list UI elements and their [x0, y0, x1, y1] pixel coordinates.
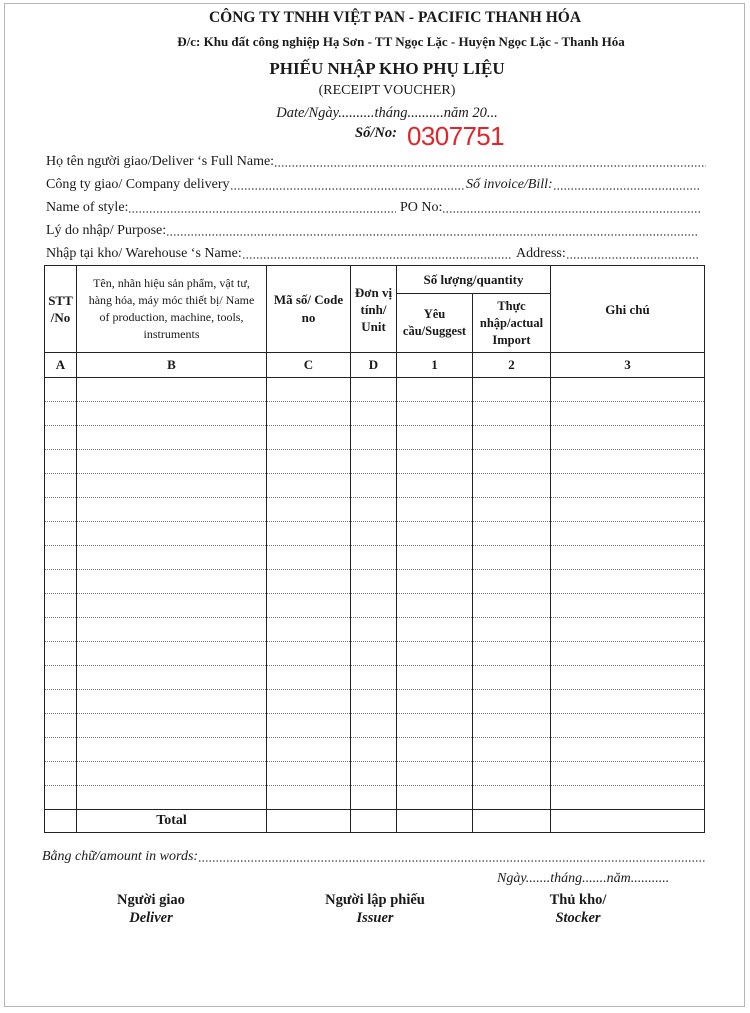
style-name-field: [46, 199, 396, 217]
cell-code: [267, 666, 351, 690]
cell-stt: [45, 786, 77, 810]
table-row: [45, 714, 705, 738]
cell-code: [267, 786, 351, 810]
cell-actual: [473, 450, 551, 474]
cell-code: [267, 738, 351, 762]
column-code: 2: [473, 353, 551, 378]
invoice-label: Số invoice/Bill:: [466, 177, 553, 192]
cell-name: [77, 546, 267, 570]
cell-code: [267, 546, 351, 570]
voucher-subtitle: (RECEIPT VOUCHER): [318, 83, 456, 98]
cell-note: [551, 378, 705, 402]
signature-role-en: Issuer: [356, 910, 394, 926]
total-cell-actual: [473, 810, 551, 833]
amount-in-words-label: Bằng chữ/amount in words:: [42, 849, 199, 864]
table-row: [45, 690, 705, 714]
table-row: [45, 642, 705, 666]
cell-code: [267, 570, 351, 594]
cell-name: [77, 402, 267, 426]
cell-note: [551, 618, 705, 642]
cell-suggest: [397, 594, 473, 618]
cell-note: [551, 786, 705, 810]
address-label: Address:: [516, 246, 566, 261]
voucher-number-label: Số/No:: [355, 125, 397, 141]
cell-stt: [45, 522, 77, 546]
table-row: [45, 426, 705, 450]
cell-note: [551, 522, 705, 546]
cell-unit: [351, 426, 397, 450]
cell-name: [77, 642, 267, 666]
cell-unit: [351, 690, 397, 714]
signature-issuer: [295, 891, 455, 927]
table-row: [45, 618, 705, 642]
warehouse-name-label: Nhập tại kho/ Warehouse ‘s Name:: [46, 246, 242, 261]
table-row: [45, 786, 705, 810]
table-row: [45, 738, 705, 762]
cell-code: [267, 594, 351, 618]
cell-unit: [351, 786, 397, 810]
total-row: [45, 810, 705, 833]
company-delivery-blank: [230, 176, 464, 194]
company-delivery-label: Công ty giao/ Company delivery: [46, 177, 230, 192]
cell-code: [267, 474, 351, 498]
cell-actual: [473, 786, 551, 810]
cell-note: [551, 594, 705, 618]
cell-unit: [351, 378, 397, 402]
cell-suggest: [397, 570, 473, 594]
cell-suggest: [397, 402, 473, 426]
cell-unit: [351, 546, 397, 570]
address-field: [512, 245, 700, 263]
cell-stt: [45, 690, 77, 714]
column-code: A: [45, 353, 77, 378]
warehouse-name-field: [46, 245, 512, 263]
column-code: 1: [397, 353, 473, 378]
cell-suggest: [397, 642, 473, 666]
signature-role-en: Deliver: [129, 910, 173, 926]
table-row: [45, 450, 705, 474]
table-row: [45, 474, 705, 498]
cell-name: [77, 690, 267, 714]
cell-unit: [351, 450, 397, 474]
cell-suggest: [397, 522, 473, 546]
invoice-field: [464, 176, 700, 194]
table-row: [45, 594, 705, 618]
purpose-label: Lý do nhập/ Purpose:: [46, 223, 167, 238]
cell-actual: [473, 474, 551, 498]
cell-note: [551, 450, 705, 474]
cell-actual: [473, 546, 551, 570]
cell-unit: [351, 714, 397, 738]
style-name-blank: [128, 199, 396, 217]
cell-unit: [351, 594, 397, 618]
cell-stt: [45, 498, 77, 522]
cell-code: [267, 498, 351, 522]
cell-note: [551, 666, 705, 690]
purpose-blank: [166, 222, 698, 240]
header-stt: STT /No: [45, 266, 77, 353]
table-row: [45, 498, 705, 522]
amount-in-words-field: [42, 848, 706, 866]
cell-code: [267, 450, 351, 474]
cell-suggest: [397, 450, 473, 474]
cell-name: [77, 594, 267, 618]
cell-suggest: [397, 618, 473, 642]
signature-role: Người giao: [117, 892, 185, 908]
cell-stt: [45, 570, 77, 594]
cell-name: [77, 738, 267, 762]
header-unit: Đơn vị tính/ Unit: [351, 266, 397, 353]
deliver-name-field: [46, 153, 706, 171]
amount-in-words-row: [42, 848, 706, 866]
cell-stt: [45, 378, 77, 402]
header-quantity: Số lượng/quantity: [397, 266, 551, 294]
total-cell-stt: [45, 810, 77, 833]
cell-code: [267, 762, 351, 786]
header-suggest: Yêu cầu/Suggest: [397, 294, 473, 353]
cell-stt: [45, 666, 77, 690]
table-header-row: [45, 266, 705, 294]
table-row: [45, 402, 705, 426]
cell-name: [77, 474, 267, 498]
cell-name: [77, 666, 267, 690]
column-code-row: [45, 353, 705, 378]
cell-actual: [473, 762, 551, 786]
company-delivery-row: [46, 176, 700, 194]
cell-name: [77, 426, 267, 450]
cell-stt: [45, 450, 77, 474]
po-no-blank: [442, 199, 700, 217]
table-row: [45, 570, 705, 594]
total-label: Total: [77, 810, 267, 833]
total-cell-code: [267, 810, 351, 833]
cell-stt: [45, 402, 77, 426]
po-no-label: PO No:: [400, 200, 443, 215]
cell-code: [267, 642, 351, 666]
cell-code: [267, 618, 351, 642]
cell-suggest: [397, 426, 473, 450]
voucher-title: PHIẾU NHẬP KHO PHỤ LIỆU: [269, 59, 505, 78]
cell-actual: [473, 570, 551, 594]
cell-name: [77, 570, 267, 594]
column-code: 3: [551, 353, 705, 378]
total-cell-suggest: [397, 810, 473, 833]
cell-code: [267, 426, 351, 450]
header-note: Ghi chú: [551, 266, 705, 353]
cell-note: [551, 570, 705, 594]
cell-code: [267, 690, 351, 714]
cell-note: [551, 402, 705, 426]
cell-unit: [351, 570, 397, 594]
cell-unit: [351, 618, 397, 642]
cell-stt: [45, 546, 77, 570]
company-address: Đ/c: Khu đất công nghiệp Hạ Sơn - TT Ngọc Lặc - Huyện Ngọc Lặc - Thanh Hóa: [177, 34, 625, 49]
signature-deliver: [71, 891, 231, 927]
table-row: [45, 522, 705, 546]
warehouse-name-blank: [242, 245, 512, 263]
cell-suggest: [397, 474, 473, 498]
header-actual-import: Thực nhập/actual Import: [473, 294, 551, 353]
cell-unit: [351, 522, 397, 546]
cell-stt: [45, 618, 77, 642]
cell-unit: [351, 642, 397, 666]
header-code: Mã số/ Code no: [267, 266, 351, 353]
cell-actual: [473, 498, 551, 522]
warehouse-row: [46, 245, 700, 263]
cell-stt: [45, 714, 77, 738]
cell-name: [77, 498, 267, 522]
cell-name: [77, 618, 267, 642]
cell-unit: [351, 402, 397, 426]
cell-note: [551, 762, 705, 786]
cell-unit: [351, 762, 397, 786]
table-row: [45, 666, 705, 690]
voucher-number: 0307751: [407, 121, 505, 151]
cell-stt: [45, 594, 77, 618]
cell-suggest: [397, 666, 473, 690]
cell-actual: [473, 426, 551, 450]
cell-actual: [473, 618, 551, 642]
style-name-label: Name of style:: [46, 200, 129, 215]
header-product-name: Tên, nhãn hiệu sản phẩm, vật tư, hàng hóa, máy móc thiết bị/ Name of production, machine, tools, instruments: [77, 266, 267, 353]
cell-name: [77, 378, 267, 402]
table-row: [45, 546, 705, 570]
total-cell-unit: [351, 810, 397, 833]
cell-actual: [473, 378, 551, 402]
cell-actual: [473, 714, 551, 738]
cell-name: [77, 522, 267, 546]
cell-name: [77, 450, 267, 474]
deliver-name-blank: [274, 153, 706, 171]
cell-name: [77, 786, 267, 810]
cell-suggest: [397, 378, 473, 402]
cell-actual: [473, 666, 551, 690]
goods-table: [44, 265, 705, 833]
cell-suggest: [397, 498, 473, 522]
cell-actual: [473, 690, 551, 714]
cell-suggest: [397, 786, 473, 810]
cell-name: [77, 714, 267, 738]
cell-actual: [473, 522, 551, 546]
deliver-name-label: Họ tên người giao/Deliver ‘s Full Name:: [46, 154, 275, 169]
signature-role-en: Stocker: [555, 910, 601, 926]
po-no-field: [396, 199, 700, 217]
cell-note: [551, 426, 705, 450]
cell-code: [267, 402, 351, 426]
cell-actual: [473, 594, 551, 618]
cell-note: [551, 474, 705, 498]
cell-stt: [45, 738, 77, 762]
invoice-blank: [553, 176, 700, 194]
signature-role: Thủ kho/: [549, 892, 607, 908]
company-delivery-field: [46, 176, 464, 194]
cell-actual: [473, 738, 551, 762]
table-row: [45, 762, 705, 786]
cell-actual: [473, 642, 551, 666]
cell-stt: [45, 642, 77, 666]
cell-note: [551, 546, 705, 570]
cell-unit: [351, 498, 397, 522]
table-row: [45, 378, 705, 402]
cell-note: [551, 714, 705, 738]
cell-note: [551, 690, 705, 714]
column-code: D: [351, 353, 397, 378]
address-blank: [566, 245, 700, 263]
cell-unit: [351, 474, 397, 498]
company-name: CÔNG TY TNHH VIỆT PAN - PACIFIC THANH HÓA: [208, 9, 582, 26]
cell-unit: [351, 738, 397, 762]
column-code: B: [77, 353, 267, 378]
cell-suggest: [397, 714, 473, 738]
purpose-row: [46, 222, 698, 240]
cell-note: [551, 642, 705, 666]
cell-stt: [45, 474, 77, 498]
total-cell-note: [551, 810, 705, 833]
signature-stocker: [498, 891, 658, 927]
cell-suggest: [397, 690, 473, 714]
style-row: [46, 199, 700, 217]
cell-actual: [473, 402, 551, 426]
cell-name: [77, 762, 267, 786]
cell-suggest: [397, 546, 473, 570]
signature-role: Người lập phiếu: [325, 892, 425, 908]
deliver-name-row: [46, 153, 706, 171]
voucher-date-line: Date/Ngày..........tháng..........năm 20...: [276, 105, 498, 121]
column-code: C: [267, 353, 351, 378]
purpose-field: [46, 222, 698, 240]
cell-suggest: [397, 738, 473, 762]
cell-code: [267, 714, 351, 738]
sign-date-line: Ngày.......tháng.......năm...........: [497, 871, 670, 886]
cell-unit: [351, 666, 397, 690]
cell-code: [267, 378, 351, 402]
amount-in-words-blank: [198, 848, 706, 866]
cell-stt: [45, 762, 77, 786]
cell-note: [551, 498, 705, 522]
cell-code: [267, 522, 351, 546]
cell-suggest: [397, 762, 473, 786]
cell-note: [551, 738, 705, 762]
cell-stt: [45, 426, 77, 450]
